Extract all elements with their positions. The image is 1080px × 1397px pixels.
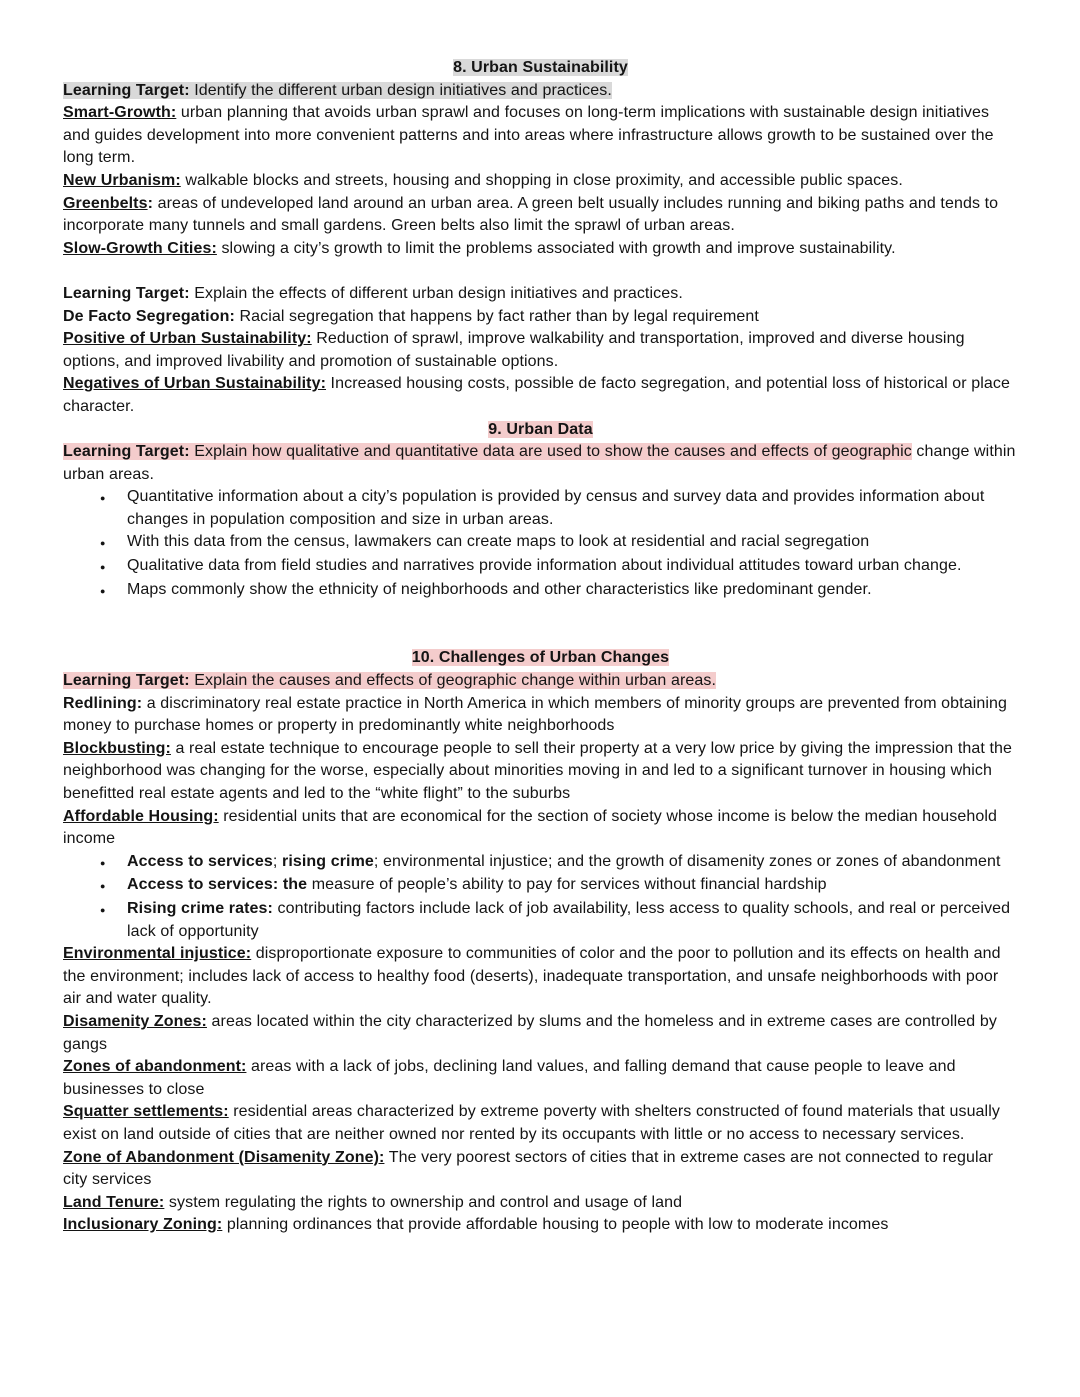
body-text: walkable blocks and streets, housing and shopping in close proximity, and accessible public spaces. [180,171,903,189]
paragraph [63,1192,1018,1215]
body-text: Racial segregation that happens by fact rather than by legal requirement [234,307,759,325]
paragraph [63,806,1018,851]
bullet-icon: ● [100,904,106,915]
section-title: 8. Urban Sustainability [453,59,628,76]
term-text: Zones of abandonment: [63,1058,247,1076]
term-text: Land Tenure: [63,1193,165,1211]
paragraph [63,373,1018,418]
term-text: Rising crime rates: [127,899,273,917]
body-text: ; environmental injustice; and the growth of disamenity zones or zones of abandonment [373,852,1001,870]
body-text: disproportionate exposure to communities of color and the poor to pollution and its effects on health and the environment; includes lack of access to healthy food (deserts), inadequate transportation, and unsafe neighborhoods with poor air and water quality. [63,945,1001,1008]
body-text: change within urban areas. [63,443,1016,483]
paragraph [63,193,1018,238]
list-item [63,486,1018,531]
paragraph [63,1056,1018,1101]
body-text: With this data from the census, lawmakers can create maps to look at residential and racial segregation [127,533,870,551]
body-text: planning ordinances that provide affordable housing to people with low to moderate incomes [222,1216,889,1234]
body-text: slowing a city’s growth to limit the problems associated with growth and improve sustainability. [216,239,896,257]
body-text: residential areas characterized by extreme poverty with shelters constructed of found materials that usually exist on land outside of cities that are neither owned nor rented by its occupants with little or no access to necessary services. [63,1103,1000,1143]
term-text: Negatives of Urban Sustainability: [63,375,327,393]
body-text: areas of undeveloped land around an urban area. A green belt usually includes running and biking paths and tends to incorporate many tunnels and small gardens. Green belts also limit the sprawl of urban areas. [63,194,999,235]
term-text: Access to services [127,852,273,870]
body-text: areas located within the city characterized by slums and the homeless and in extreme cases are controlled by gangs [63,1012,997,1053]
paragraph [63,943,1018,1011]
body-text: The very poorest sectors of cities that in extreme cases are not connected to regular city services [63,1148,994,1189]
bullet-icon: ● [100,493,106,504]
section-heading [63,57,1018,80]
body-text: Explain the causes and effects of geographic change within urban areas. [189,672,717,690]
body-text: areas with a lack of jobs, declining land values, and falling demand that cause people to leave and businesses to close [63,1058,956,1098]
paragraph [63,441,1018,486]
paragraph [63,170,1018,193]
term-text: Learning Target: [63,284,190,302]
term-text: Positive of Urban Sustainability: [63,330,312,348]
section-title: 9. Urban Data [488,420,593,438]
list-item-text [127,555,962,578]
term-text: Greenbelts [63,194,148,212]
paragraph [63,102,1018,170]
section-heading [63,647,1018,670]
paragraph [63,80,1018,103]
list-item-text [127,898,1018,943]
list-item-text [127,579,872,602]
body-text: ; [272,852,282,870]
paragraph [63,1147,1018,1192]
list-item-text [127,486,1018,531]
paragraph [63,1101,1018,1146]
term-text: De Facto Segregation: [63,307,235,325]
term-text: Squatter settlements: [63,1103,229,1121]
body-text: Quantitative information about a city’s population is provided by census and survey data and provides information about changes in population composition and size in urban areas. [127,488,985,528]
term-text: Learning Target: [63,81,190,99]
term-text: Environmental injustice: [63,945,252,963]
bullet-icon: ● [100,585,106,596]
body-text: residential units that are economical for the section of society whose income is below the median household income [63,807,998,848]
paragraph [63,238,1018,261]
list-item [63,555,1018,579]
body-text: measure of people’s ability to pay for services without financial hardship [307,876,827,894]
term-text: Blockbusting: [63,739,171,757]
list-item-text [127,531,869,554]
paragraph [63,283,1018,306]
body-text: Explain the effects of different urban design initiatives and practices. [189,284,683,302]
term-text: Disamenity Zones: [63,1012,207,1030]
blank-line [63,260,1018,283]
term-text: New Urbanism: [63,171,181,189]
term-text: rising crime [282,852,374,870]
term-text: Access to services: the [127,876,308,894]
list-item-text [127,874,827,897]
body-text: a discriminatory real estate practice in North America in which members of minority groups are prevented from obtaining money to purchase homes or property in predominantly white neighborhoods [63,694,1008,735]
list-item [63,898,1018,943]
body-text: Identify the different urban design initiatives and practices. [189,81,612,99]
body-text: Increased housing costs, possible de facto segregation, and potential loss of historical or place character. [63,375,1010,415]
body-text: urban planning that avoids urban sprawl and focuses on long-term implications with sustainable design initiatives and guides development into more convenient patterns and into areas where infrastructure allows growth to be sustained over the long term. [63,104,994,167]
section-title: 10. Challenges of Urban Changes [411,649,670,667]
body-text: system regulating the rights to ownership and control and usage of land [164,1193,683,1211]
term-text: Zone of Abandonment (Disamenity Zone): [63,1148,385,1166]
list-item [63,579,1018,603]
bullet-icon: ● [100,881,106,892]
bullet-icon: ● [100,857,106,868]
term-text: Learning Target: [63,443,190,461]
term-text: Smart-Growth: [63,104,177,122]
blank-line [63,602,1018,647]
section-heading [63,419,1018,442]
term-text: Inclusionary Zoning: [63,1216,223,1234]
paragraph [63,1214,1018,1237]
paragraph [63,328,1018,373]
list-item [63,531,1018,555]
paragraph [63,693,1018,738]
paragraph [63,1011,1018,1056]
term-text: Slow-Growth Cities: [63,239,217,257]
paragraph [63,738,1018,806]
list-item [63,874,1018,898]
body-text: contributing factors include lack of job availability, less access to quality schools, and real or perceived lack of opportunity [127,899,1011,940]
list-item [63,851,1018,875]
term-text: Learning Target: [63,672,190,690]
body-text: Explain how qualitative and quantitative data are used to show the causes and effects of geographic [189,443,912,461]
term-text: Affordable Housing: [63,807,219,825]
paragraph [63,670,1018,693]
paragraph [63,306,1018,329]
list-item-text [127,851,1001,874]
bullet-icon: ● [100,562,106,573]
body-text: Maps commonly show the ethnicity of neighborhoods and other characteristics like predominant gender. [127,580,872,598]
body-text: Reduction of sprawl, improve walkability and transportation, improved and diverse housing options, and improved livability and promotion of sustainable options. [63,330,965,370]
body-text: Qualitative data from field studies and narratives provide information about individual attitudes toward urban change. [127,557,962,575]
term-text: Redlining: [63,694,143,712]
term-text: : [147,194,154,212]
bullet-icon: ● [100,538,106,549]
body-text: a real estate technique to encourage people to sell their property at a very low price by giving the impression that the neighborhood was changing for the worse, especially about minorities moving in and led to a significant turnover in housing which benefitted real estate agents and led to the “white flight” to the suburbs [63,739,1012,802]
